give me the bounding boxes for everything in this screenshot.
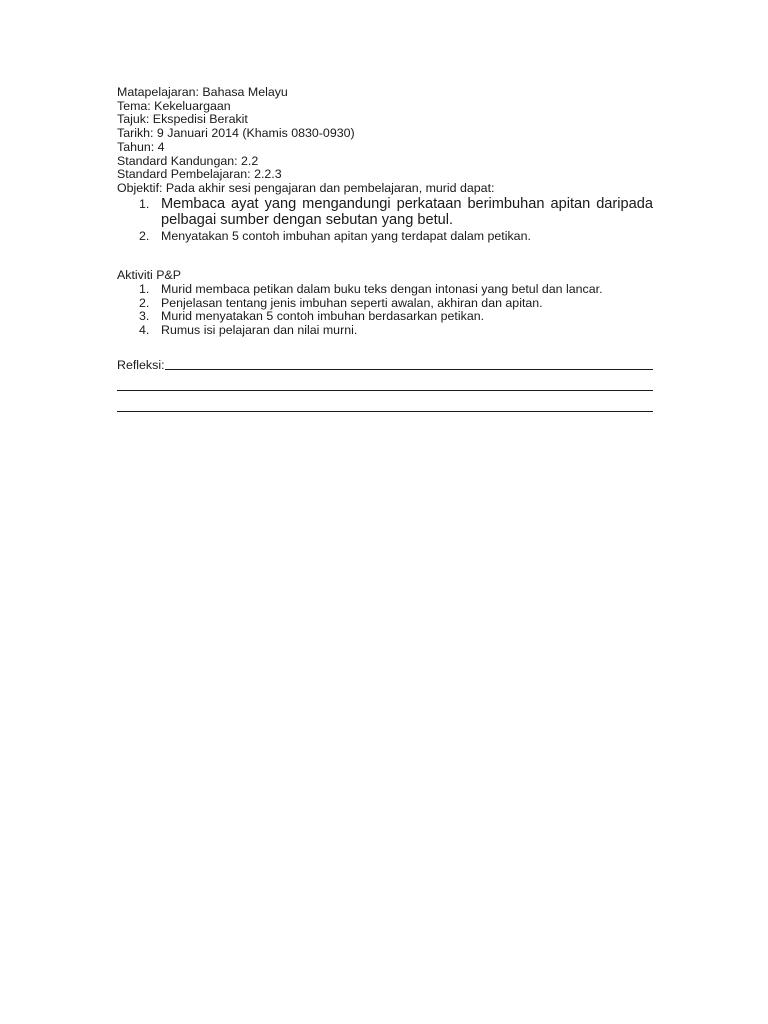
content-standard-line: Standard Kandungan: 2.2 bbox=[117, 153, 259, 168]
activities-heading: Aktiviti P&P bbox=[117, 268, 182, 283]
reflection-line bbox=[117, 352, 653, 373]
theme-line: Tema: Kekeluargaan bbox=[117, 98, 231, 113]
reflection-blank-rule[interactable] bbox=[117, 411, 653, 412]
year-line: Tahun: 4 bbox=[117, 139, 165, 154]
activity-number: 1. bbox=[139, 282, 150, 297]
activity-number: 4. bbox=[139, 323, 150, 338]
activity-item bbox=[117, 297, 653, 311]
subject-line: Matapelajaran: Bahasa Melayu bbox=[117, 85, 288, 99]
activity-number: 2. bbox=[139, 295, 150, 310]
date-line: Tarikh: 9 Januari 2014 (Khamis 0830-0930) bbox=[117, 126, 355, 141]
objectives-list bbox=[117, 196, 653, 244]
reflection-blank-rule[interactable] bbox=[165, 369, 653, 370]
activity-item bbox=[117, 324, 653, 338]
activities-list bbox=[117, 283, 653, 338]
activity-text: Murid menyatakan 5 contoh imbuhan berdasarkan petikan. bbox=[161, 309, 485, 324]
reflection-line bbox=[117, 373, 653, 394]
reflection-line bbox=[117, 394, 653, 415]
reflection-label: Refleksi: bbox=[117, 358, 165, 373]
objective-line: Objektif: Pada akhir sesi pengajaran dan pembelajaran, murid dapat: bbox=[117, 180, 495, 195]
reflection-blank-rule[interactable] bbox=[117, 390, 653, 391]
learning-standard-line: Standard Pembelajaran: 2.2.3 bbox=[117, 167, 282, 182]
activity-text: Penjelasan tentang jenis imbuhan seperti awalan, akhiran dan apitan. bbox=[161, 295, 543, 310]
objective-item bbox=[117, 230, 653, 244]
objective-item bbox=[117, 196, 653, 228]
activity-text: Murid membaca petikan dalam buku teks dengan intonasi yang betul dan lancar. bbox=[161, 282, 603, 297]
activity-item bbox=[117, 283, 653, 297]
activity-number: 3. bbox=[139, 309, 150, 324]
activity-item bbox=[117, 310, 653, 324]
objective-number: 2. bbox=[139, 228, 150, 243]
objective-number: 1. bbox=[139, 196, 150, 211]
lesson-plan-document bbox=[117, 86, 653, 415]
activity-text: Rumus isi pelajaran dan nilai murni. bbox=[161, 323, 358, 338]
objective-text: Membaca ayat yang mengandungi perkataan berimbuhan apitan daripada pelbagai sumber dengan sebutan yang betul. bbox=[161, 195, 653, 228]
topic-line: Tajuk: Ekspedisi Berakit bbox=[117, 112, 248, 127]
objective-text: Menyatakan 5 contoh imbuhan apitan yang terdapat dalam petikan. bbox=[161, 228, 531, 243]
